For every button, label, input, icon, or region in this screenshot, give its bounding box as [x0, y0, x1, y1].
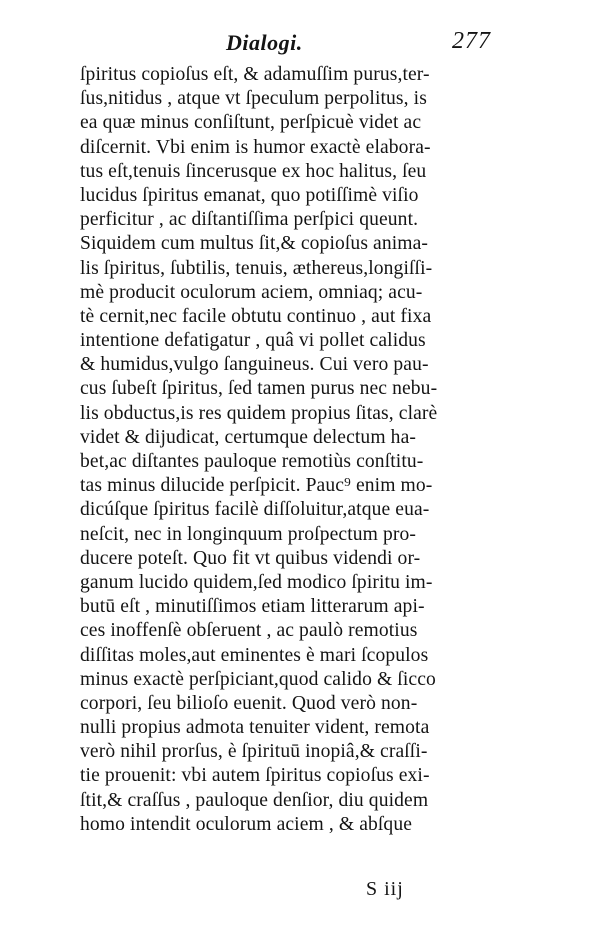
text-line: diſſitas moles,aut eminentes è mari ſcopulos: [80, 644, 429, 666]
text-line: cus ſubeſt ſpiritus, ſed tamen purus nec nebu-: [80, 378, 438, 400]
text-line: lis ſpiritus, ſubtilis, tenuis, æthereus,longiſſi-: [80, 257, 433, 279]
text-line: verò nihil prorſus, è ſpirituū inopiâ,& craſſi-: [80, 741, 428, 763]
text-line: nulli propius admota tenuiter vident, remota: [80, 717, 430, 739]
text-line: Siquidem cum multus ſit,& copioſus anima-: [80, 233, 429, 255]
text-line: butū eſt , minutiſſimos etiam litterarum api-: [80, 596, 425, 618]
text-line: & humidus,vulgo ſanguineus. Cui vero pau-: [80, 354, 429, 376]
text-line: bet,ac diſtantes pauloque remotiùs conſtitu-: [80, 451, 424, 472]
text-line: diſcernit. Vbi enim is humor exactè elabora-: [80, 136, 431, 158]
text-line: ganum lucido quidem,ſed modico ſpiritu im-: [80, 571, 433, 593]
signature-mark: S iij: [366, 878, 404, 900]
text-line: tas minus dilucide perſpicit. Pauc⁹ enim mo-: [80, 475, 433, 497]
text-line: ſus,nitidus , atque vt ſpeculum perpolitus, is: [80, 88, 427, 110]
text-line: tie prouenit: vbi autem ſpiritus copioſus exi-: [80, 765, 430, 787]
text-line: neſcit, nec in longinquum proſpectum pro-: [80, 523, 417, 545]
text-line: ſtit,& craſſus , pauloque denſior, diu quidem: [80, 789, 429, 811]
text-line: perficitur , ac diſtantiſſima perſpici queunt.: [80, 209, 419, 231]
text-line: tus eſt,tenuis ſincerusque ex hoc halitus, ſeu: [80, 160, 427, 182]
text-line: lis obductus,is res quidem propius ſitas, clarè: [80, 402, 438, 424]
text-line: tè cernit,nec facile obtutu continuo , aut fixa: [80, 305, 432, 327]
text-line: videt & dijudicat, certumque delectum ha-: [80, 426, 416, 448]
text-line: dicúſque ſpiritus facilè diſſoluitur,atque eua-: [80, 499, 430, 521]
text-line: ces inoffenſè obſeruent , ac paulò remotius: [80, 620, 418, 642]
page-number: 277: [452, 28, 491, 54]
text-line: intentione defatigatur , quâ vi pollet calidus: [80, 330, 426, 352]
text-line: lucidus ſpiritus emanat, quo potiſſimè viſio: [80, 184, 419, 206]
text-line: ſpiritus copioſus eſt, & adamuſſim purus,ter-: [80, 64, 430, 85]
text-line: ducere poteſt. Quo fit vt quibus videndi or-: [80, 547, 421, 569]
text-line: ea quæ minus conſiſtunt, perſpicuè videt ac: [80, 112, 422, 134]
text-line: homo intendit oculorum aciem , & abſque: [80, 813, 413, 835]
body-text: [80, 63, 520, 837]
text-line: corpori, ſeu bilioſo euenit. Quod verò non-: [80, 692, 418, 714]
text-line: mè producit oculorum aciem, omniaq; acu-: [80, 281, 423, 303]
running-title: Dialogi.: [226, 30, 303, 55]
text-line: minus exactè perſpiciant,quod calido & ſicco: [80, 668, 436, 690]
